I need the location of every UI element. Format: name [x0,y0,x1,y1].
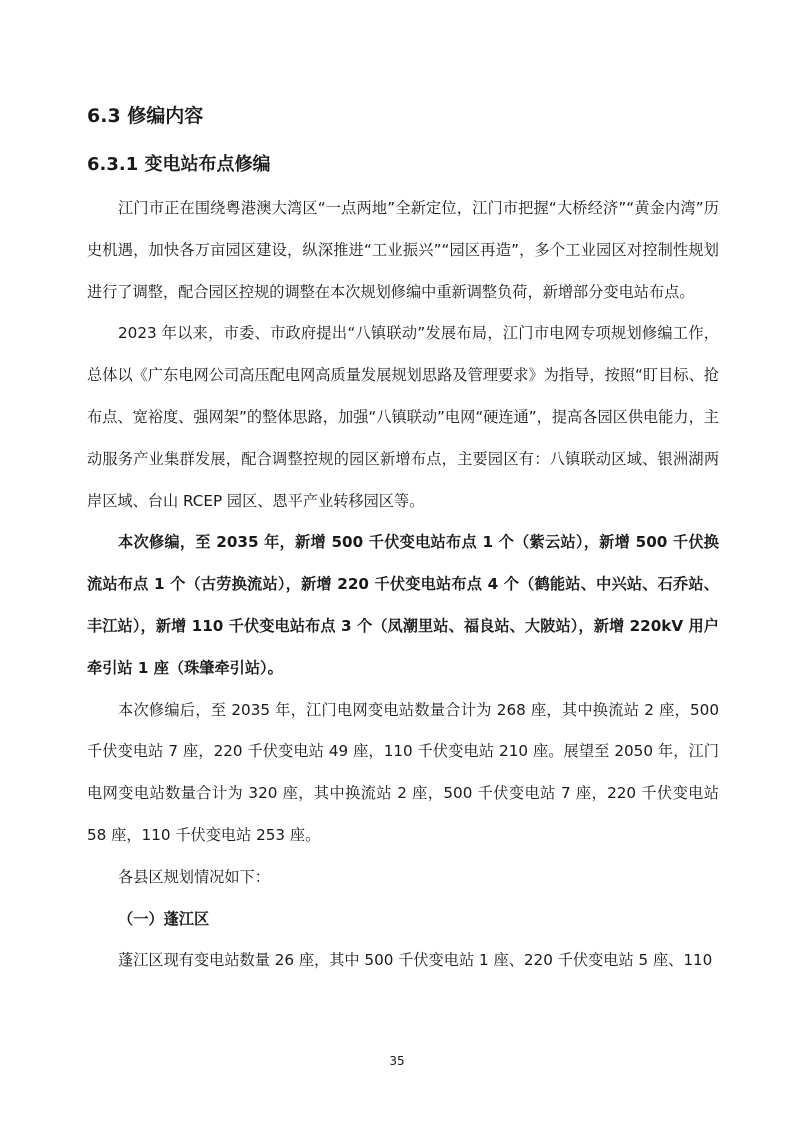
paragraph-pengjiang: 蓬江区现有变电站数量 26 座，其中 500 千伏变电站 1 座、220 千伏变电站 5 座、110 [118,951,713,970]
paragraph-totals: 本次修编后，至 2035 年，江门电网变电站数量合计为 268 座，其中换流站 2 座，500 千伏变电站 7 座，220 千伏变电站 49 座，110 千伏变电站 210 座。展望至 2050 年，江门电网变电站数量合计为 320 座，其中换流站 2 座，500 千伏变电站 7 座，220 千伏变电站 58 座，110 千伏变电站 253 座。 [87,700,719,844]
paragraph-background: 2023 年以来，市委、市政府提出“八镇联动”发展布局，江门市电网专项规划修编工作，总体以《广东电网公司高压配电网高质量发展规划思路及管理要求》为指导，按照“盯目标、抢布点、宽裕度、强网架”的整体思路，加强“八镇联动”电网“硬连通”，提高各园区供电能力，主动服务产业集群发展，配合调整控规的园区新增布点，主要园区有：八镇联动区域、银洲湖两岸区域、台山 RCEP 园区、恩平产业转移园区等。 [87,324,719,510]
body-text [87,188,719,982]
district-heading-pengjiang: （一）蓬江区 [118,909,210,928]
paragraph-new-sites: 本次修编，至 2035 年，新增 500 千伏变电站布点 1 个（紫云站），新增 500 千伏换流站布点 1 个（古劳换流站），新增 220 千伏变电站布点 4 个（鹤能站、中兴站、石乔站、丰江站），新增 110 千伏变电站布点 3 个（凤潮里站、福良站、大陂站），新增 220kV 用户牵引站 1 座（珠肇牵引站）。 [87,533,719,677]
page-number: 35 [389,1054,405,1068]
paragraph-district-intro: 各县区规划情况如下： [118,867,270,886]
subsection-heading: 6.3.1 变电站布点修编 [87,154,271,175]
paragraph-intro: 江门市正在围绕粤港澳大湾区“一点两地”全新定位，江门市把握“大桥经济”“黄金内湾”历史机遇，加快各万亩园区建设，纵深推进“工业振兴”“园区再造”，多个工业园区对控制性规划进行了调整，配合园区控规的调整在本次规划修编中重新调整负荷，新增部分变电站布点。 [87,199,719,301]
section-heading: 6.3 修编内容 [87,105,204,127]
